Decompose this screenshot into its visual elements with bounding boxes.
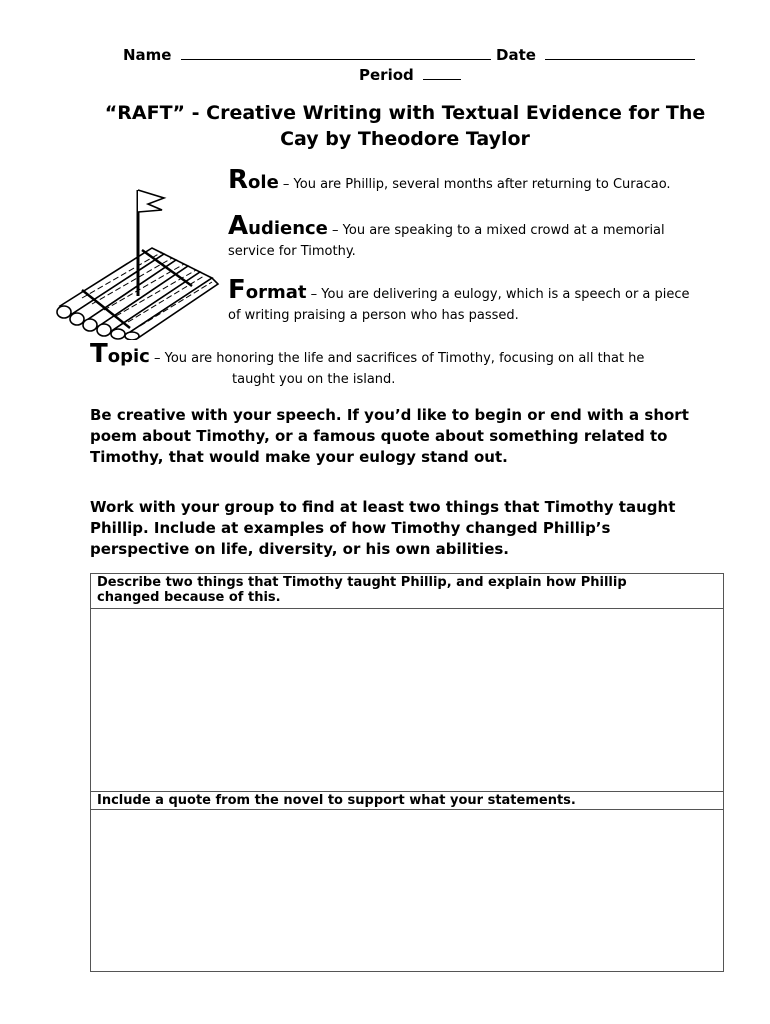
audience-heading [228,211,328,241]
instructions-paragraph-2 [90,497,720,560]
instructions-paragraph-1 [90,405,720,468]
row1-header-line: changed because of this. [97,590,281,605]
row1-header-line: Describe two things that Timothy taught Phillip, and explain how Phillip [97,575,627,590]
date-field [496,46,695,64]
topic-rest: opic [107,346,150,367]
para2-line: Work with your group to find at least two things that Timothy taught [90,498,676,516]
audience-cap: A [228,211,249,241]
row-2-answer-area[interactable] [91,809,723,973]
topic-text-1: – You are honoring the life and sacrifices of Timothy, focusing on all that he [149,351,645,366]
audience-text-1: – You are speaking to a mixed crowd at a memorial [327,223,665,238]
topic-item [90,339,645,390]
format-item [228,275,690,326]
audience-text-2: service for Timothy. [228,244,356,259]
date-label: Date [496,46,536,64]
row-1-answer-area[interactable] [91,608,723,791]
period-field [359,66,461,84]
role-heading [228,165,279,195]
topic-heading [90,339,150,369]
format-text-1: – You are delivering a eulogy, which is a speech or a piece [306,287,690,302]
name-label: Name [123,46,172,64]
response-table [90,573,724,972]
name-blank[interactable] [181,58,491,60]
period-blank[interactable] [423,78,461,80]
topic-text-2: taught you on the island. [232,372,396,387]
para2-line: Phillip. Include at examples of how Timothy changed Phillip’s [90,519,611,537]
role-text: – You are Phillip, several months after returning to Curacao. [278,177,671,192]
period-label: Period [359,66,414,84]
format-text-2: of writing praising a person who has passed. [228,308,519,323]
topic-cap: T [90,339,108,369]
role-cap: R [228,165,249,195]
format-cap: F [228,275,246,305]
format-rest: ormat [245,282,307,303]
para1-line: poem about Timothy, or a famous quote about something related to [90,427,668,445]
raft-illustration-icon [52,180,222,340]
role-rest: ole [248,172,279,193]
para1-line: Be creative with your speech. If you’d like to begin or end with a short [90,406,689,424]
audience-rest: udience [248,218,328,239]
audience-item [228,211,665,262]
name-field [123,46,491,64]
title-line-1: “RAFT” - Creative Writing with Textual Evidence for The [104,102,706,124]
date-blank[interactable] [545,58,695,60]
para1-line: Timothy, that would make your eulogy stand out. [90,448,508,466]
format-heading [228,275,307,305]
para2-line: perspective on life, diversity, or his own abilities. [90,540,509,558]
table-row-2-header [91,791,723,809]
role-item [228,165,671,195]
page-title [90,100,720,152]
table-row-1-header [91,574,723,608]
title-line-2: Cay by Theodore Taylor [280,128,530,150]
row2-header-line: Include a quote from the novel to support what your statements. [97,793,576,808]
